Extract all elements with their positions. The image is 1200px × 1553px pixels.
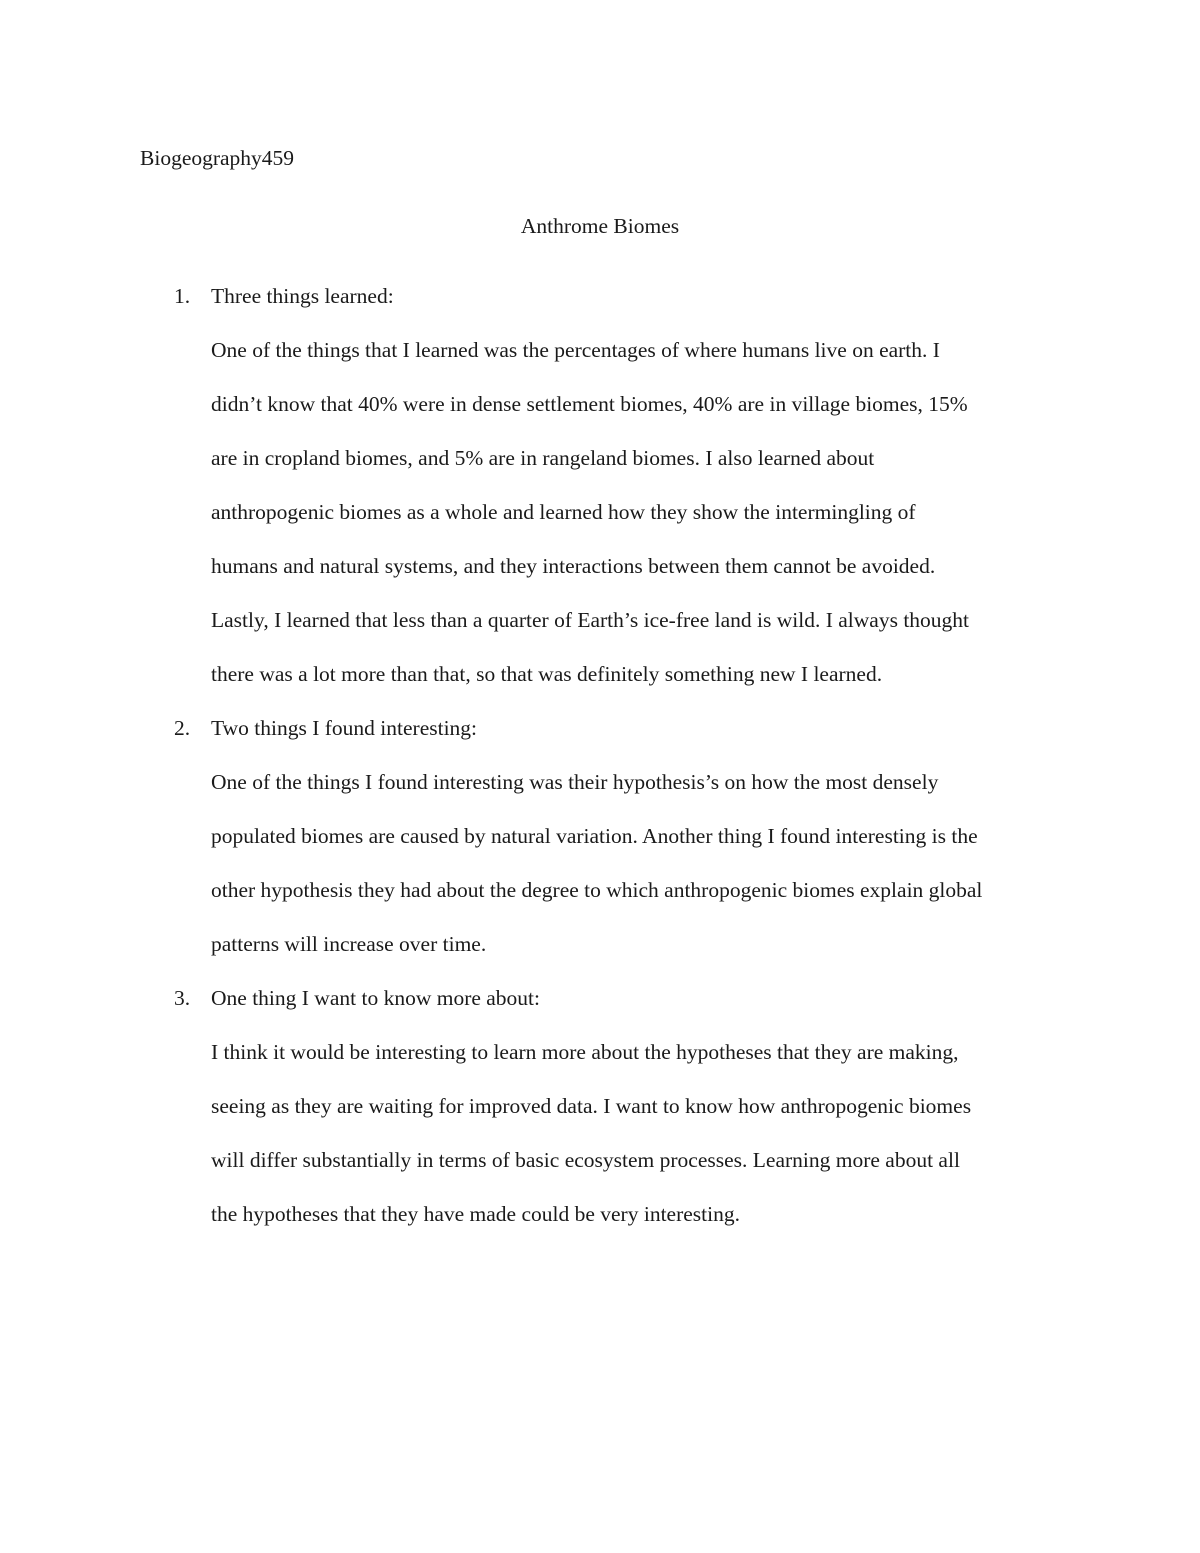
- paragraph-line: One of the things I found interesting was their hypothesis’s on how the most densely: [211, 770, 939, 794]
- paragraph-line: other hypothesis they had about the degree to which anthropogenic biomes explain global: [211, 878, 983, 902]
- paragraph-line: didn’t know that 40% were in dense settlement biomes, 40% are in village biomes, 15%: [211, 392, 968, 416]
- course-name: Biogeography459: [140, 146, 295, 170]
- paragraph-line: the hypotheses that they have made could be very interesting.: [211, 1202, 740, 1226]
- paragraph-line: populated biomes are caused by natural variation. Another thing I found interesting is the: [211, 824, 978, 848]
- list-item-number: 2.: [174, 716, 191, 740]
- paragraph-line: will differ substantially in terms of basic ecosystem processes. Learning more about all: [211, 1148, 960, 1172]
- paragraph-line: humans and natural systems, and they interactions between them cannot be avoided.: [211, 554, 936, 578]
- list-item-heading: Three things learned:: [211, 284, 394, 308]
- list-item-heading: Two things I found interesting:: [211, 716, 478, 740]
- paragraph-line: patterns will increase over time.: [211, 932, 487, 956]
- list-item-paragraph: [211, 767, 1071, 983]
- list-item-paragraph: [211, 1037, 1071, 1253]
- paragraph-line: One of the things that I learned was the percentages of where humans live on earth. I: [211, 338, 940, 362]
- list-item-number: 3.: [174, 986, 191, 1010]
- list-item-number: 1.: [174, 284, 191, 308]
- list-item-heading: One thing I want to know more about:: [211, 986, 541, 1010]
- paragraph-line: are in cropland biomes, and 5% are in rangeland biomes. I also learned about: [211, 446, 875, 470]
- paragraph-line: seeing as they are waiting for improved data. I want to know how anthropogenic biomes: [211, 1094, 972, 1118]
- paragraph-line: Lastly, I learned that less than a quarter of Earth’s ice-free land is wild. I always thought: [211, 608, 970, 632]
- page-title: Anthrome Biomes: [520, 214, 680, 238]
- paragraph-line: anthropogenic biomes as a whole and learned how they show the intermingling of: [211, 500, 916, 524]
- paragraph-line: there was a lot more than that, so that was definitely something new I learned.: [211, 662, 883, 686]
- list-item-paragraph: [211, 335, 1071, 713]
- paragraph-line: I think it would be interesting to learn more about the hypotheses that they are making,: [211, 1040, 959, 1064]
